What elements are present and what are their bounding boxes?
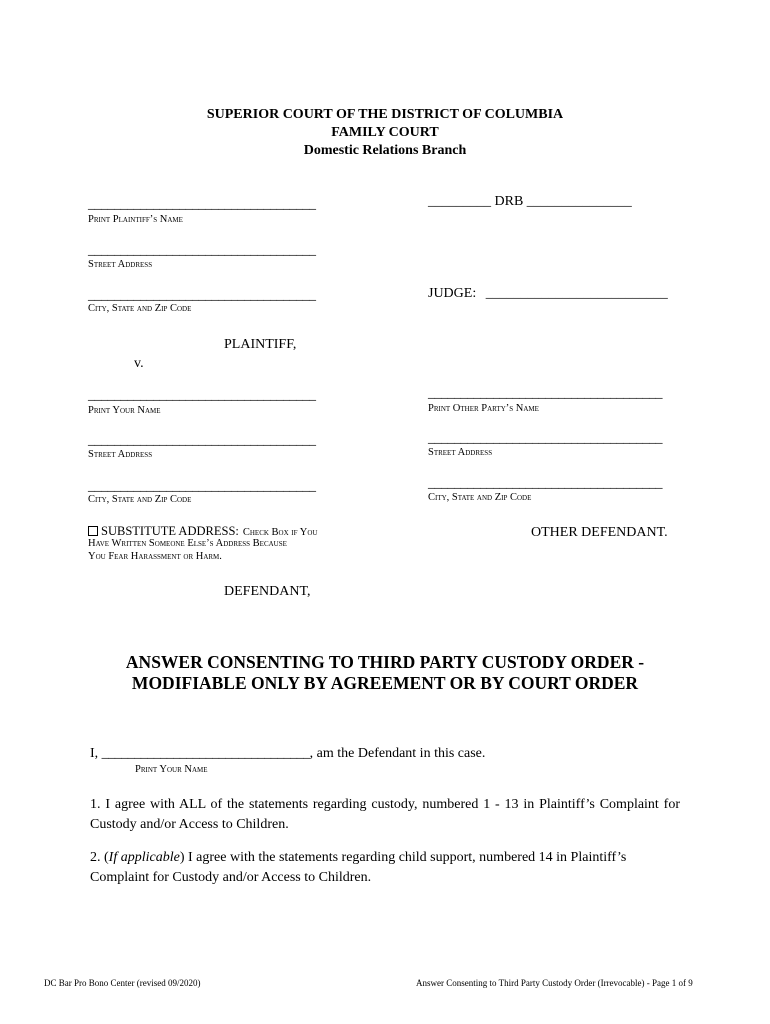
plaintiff-city-blank[interactable]: ___________________________________ <box>88 288 316 303</box>
judge-blank[interactable]: __________________________ <box>485 286 668 301</box>
defendant-city-label: City, State and Zip Code <box>88 494 192 505</box>
identity-prefix: I, <box>90 746 99 761</box>
footer-right: Answer Consenting to Third Party Custody Order (Irrevocable) - Page 1 of 9 <box>416 978 693 988</box>
statement-2-number: 2. <box>90 850 101 865</box>
plaintiff-role: PLAINTIFF, <box>224 337 297 352</box>
judge-line <box>428 286 668 302</box>
other-party-name-label: Print Other Party’s Name <box>428 403 539 414</box>
document-title-line1: ANSWER CONSENTING TO THIRD PARTY CUSTODY ORDER - <box>125 652 645 672</box>
plaintiff-name-label: Print Plaintiff’s Name <box>88 214 183 225</box>
substitute-address-caps: SUBSTITUTE ADDRESS: <box>101 524 239 538</box>
judge-label: JUDGE: <box>428 286 477 301</box>
other-party-street-blank[interactable]: ____________________________________ <box>428 431 662 446</box>
court-division: FAMILY COURT <box>331 125 439 140</box>
substitute-address-note: Check Box if You <box>242 527 318 538</box>
court-branch: Domestic Relations Branch <box>303 143 467 158</box>
versus: v. <box>134 356 144 371</box>
defendant-street-blank[interactable]: ___________________________________ <box>88 433 316 448</box>
plaintiff-city-label: City, State and Zip Code <box>88 303 192 314</box>
other-party-city-label: City, State and Zip Code <box>428 492 532 503</box>
statement-1: 1. I agree with ALL of the statements regarding custody, numbered 1 - 13 in Plaintiff’s Complaint for Custody and/or Access to Children. <box>90 797 680 832</box>
drb-blank[interactable]: _______________ <box>526 194 632 209</box>
substitute-address-line2: Have Written Someone Else’s Address Because <box>88 538 287 549</box>
statement-2: 2. (If applicable) I agree with the statements regarding child support, numbered 14 in Plaintiff’s Complaint for Custody and/or Access to Children. <box>90 850 627 885</box>
substitute-address-checkbox[interactable] <box>88 526 98 536</box>
other-party-city-blank[interactable]: ____________________________________ <box>428 476 662 491</box>
plaintiff-street-blank[interactable]: ___________________________________ <box>88 243 316 258</box>
other-party-street-label: Street Address <box>428 447 493 458</box>
case-prefix-blank[interactable]: _________ <box>428 194 491 209</box>
drb-label: DRB <box>494 194 524 209</box>
plaintiff-street-label: Street Address <box>88 259 153 270</box>
identity-statement <box>90 746 485 762</box>
substitute-address-line3: You Fear Harassment or Harm. <box>88 551 222 562</box>
defendant-street-label: Street Address <box>88 449 153 460</box>
defendant-role: DEFENDANT, <box>224 584 311 599</box>
statement-2-applicable: If applicable <box>108 850 180 865</box>
other-party-name-blank[interactable]: ____________________________________ <box>428 386 662 401</box>
defendant-city-blank[interactable]: ___________________________________ <box>88 479 316 494</box>
court-name: SUPERIOR COURT OF THE DISTRICT OF COLUMBIA <box>206 107 564 122</box>
identity-suffix: , am the Defendant in this case. <box>309 746 486 761</box>
defendant-name-blank[interactable]: ___________________________________ <box>88 388 316 403</box>
statement-2-text: ) I agree with the statements regarding child support, numbered 14 in Plaintiff’s Complaint for Custody and/or Access to Children. <box>90 850 627 885</box>
plaintiff-name-blank[interactable]: ___________________________________ <box>88 197 316 212</box>
case-number-line <box>428 194 632 210</box>
other-defendant-role: OTHER DEFENDANT. <box>531 525 668 540</box>
defendant-name-label: Print Your Name <box>88 405 161 416</box>
identity-name-label: Print Your Name <box>135 764 208 775</box>
footer-left: DC Bar Pro Bono Center (revised 09/2020) <box>44 978 201 988</box>
identity-name-blank[interactable]: ________________________________ <box>101 746 310 761</box>
document-title-line2: MODIFIABLE ONLY BY AGREEMENT OR BY COURT ORDER <box>131 673 639 693</box>
